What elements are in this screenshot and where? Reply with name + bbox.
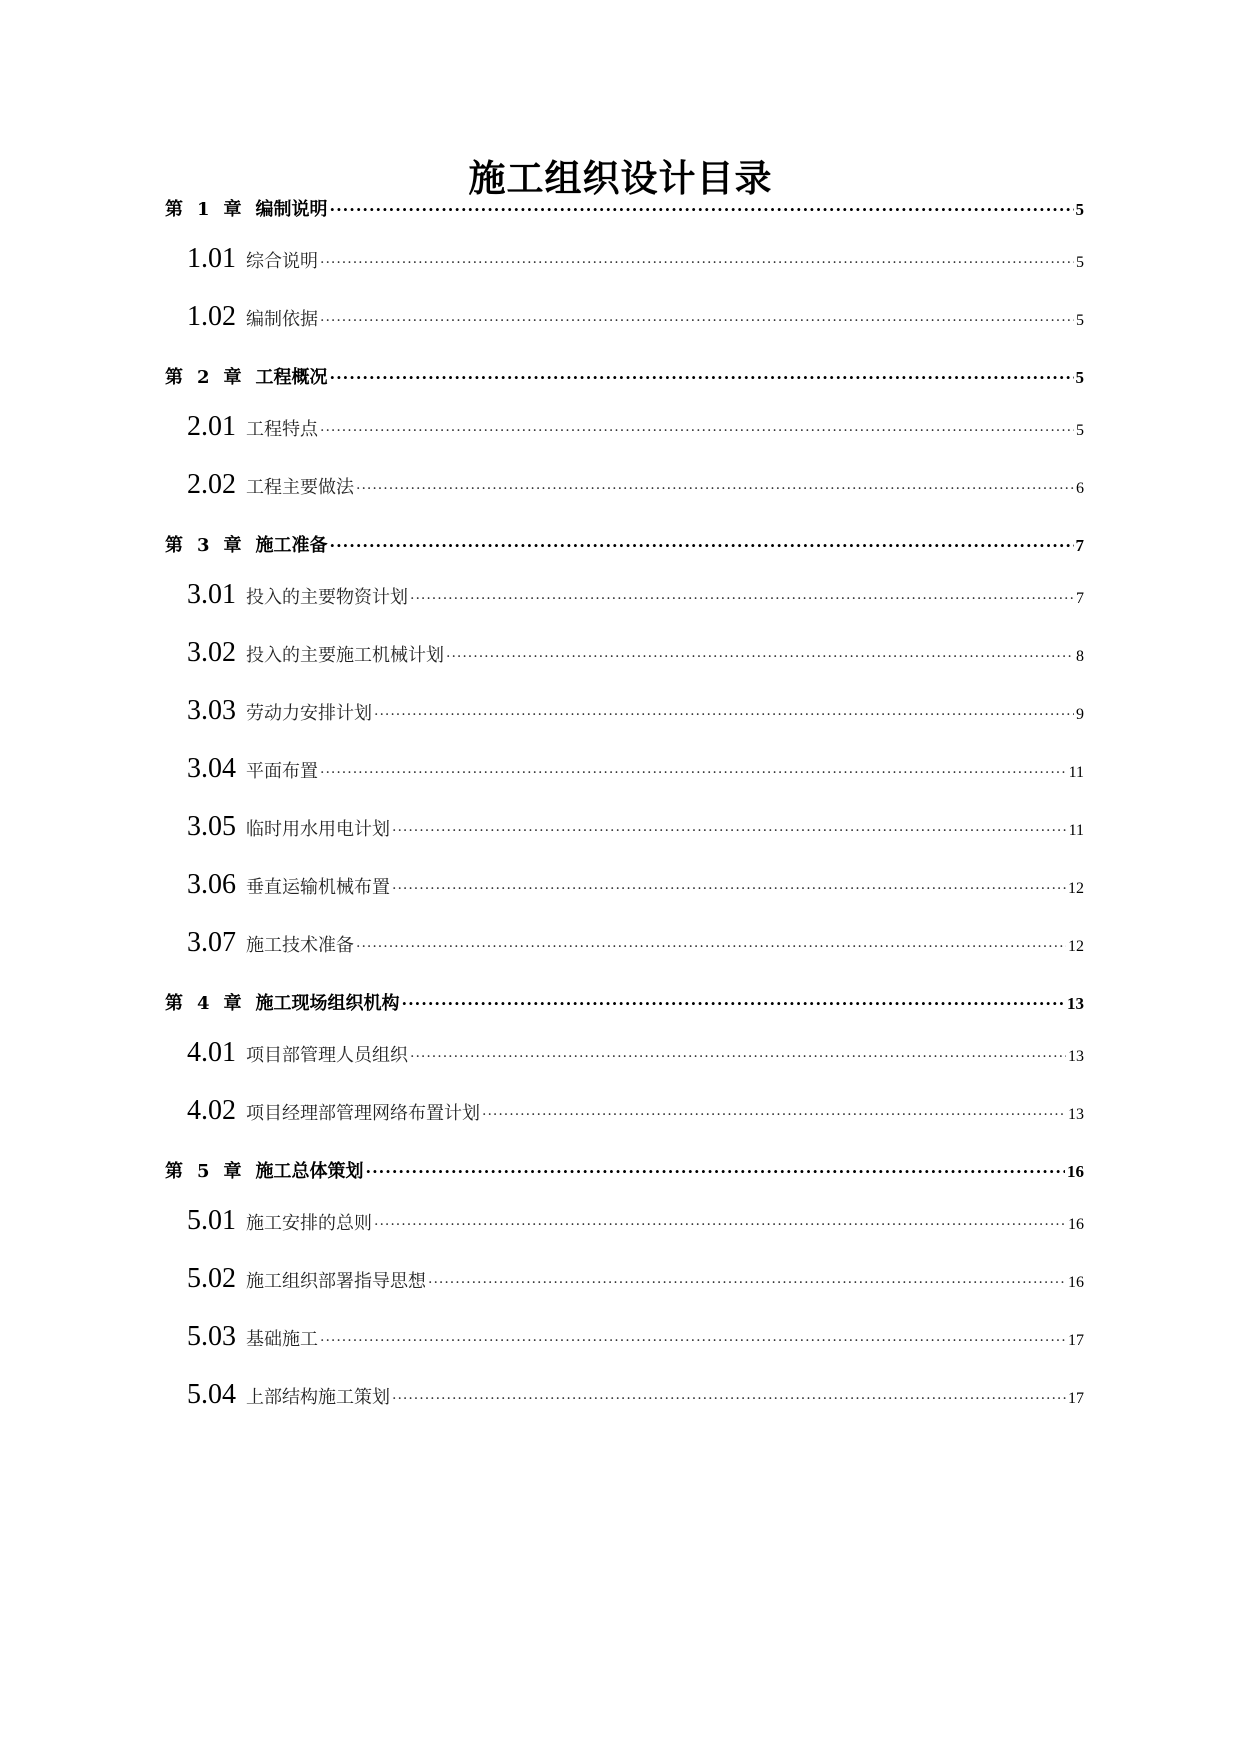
page-number: 5 bbox=[1076, 254, 1084, 271]
section-number: 3.07 bbox=[187, 927, 236, 958]
toc-section-3-01[interactable] bbox=[165, 579, 1084, 611]
dot-leader bbox=[320, 419, 1074, 435]
chapter-title: 施工总体策划 bbox=[255, 1161, 364, 1182]
page-number: 6 bbox=[1076, 480, 1084, 497]
page-number: 8 bbox=[1076, 648, 1084, 665]
chapter-title: 编制说明 bbox=[255, 199, 328, 220]
toc-section-5-01[interactable] bbox=[165, 1205, 1084, 1237]
dot-leader bbox=[392, 877, 1066, 893]
page-number: 17 bbox=[1068, 1390, 1084, 1407]
section-title: 施工安排的总则 bbox=[246, 1213, 372, 1234]
dot-leader bbox=[392, 819, 1067, 835]
toc-section-1-01[interactable] bbox=[165, 243, 1084, 275]
dot-leader bbox=[320, 761, 1067, 777]
section-number: 2.02 bbox=[187, 469, 236, 500]
section-title: 施工组织部署指导思想 bbox=[246, 1271, 426, 1292]
toc-section-1-02[interactable] bbox=[165, 301, 1084, 333]
toc-chapter-4[interactable] bbox=[165, 989, 1084, 1015]
page-number: 16 bbox=[1068, 1274, 1084, 1291]
toc-chapter-1[interactable] bbox=[165, 195, 1084, 221]
section-title: 项目经理部管理网络布置计划 bbox=[246, 1103, 480, 1124]
document-title: 施工组织设计目录 bbox=[468, 156, 773, 200]
section-title: 编制依据 bbox=[246, 309, 318, 330]
page-number: 7 bbox=[1076, 590, 1084, 607]
chapter-title: 施工准备 bbox=[255, 535, 328, 556]
chapter-title: 施工现场组织机构 bbox=[255, 993, 400, 1014]
dot-leader bbox=[446, 645, 1074, 661]
page-number: 7 bbox=[1075, 536, 1084, 555]
toc-section-2-01[interactable] bbox=[165, 411, 1084, 443]
section-number: 5.01 bbox=[187, 1205, 236, 1236]
toc-section-3-02[interactable] bbox=[165, 637, 1084, 669]
toc-section-4-01[interactable] bbox=[165, 1037, 1084, 1069]
toc-section-3-03[interactable] bbox=[165, 695, 1084, 727]
dot-leader bbox=[410, 1045, 1066, 1061]
section-title: 综合说明 bbox=[246, 251, 318, 272]
chapter-label: 第 1 章 bbox=[165, 199, 242, 220]
page-number: 12 bbox=[1068, 938, 1084, 955]
section-number: 2.01 bbox=[187, 411, 236, 442]
page-number: 11 bbox=[1068, 764, 1084, 781]
section-title: 垂直运输机械布置 bbox=[246, 877, 390, 898]
chapter-label: 第 5 章 bbox=[165, 1161, 242, 1182]
toc-chapter-3[interactable] bbox=[165, 531, 1084, 557]
section-title: 劳动力安排计划 bbox=[246, 703, 372, 724]
section-title: 临时用水用电计划 bbox=[246, 819, 390, 840]
page-number: 17 bbox=[1068, 1332, 1084, 1349]
page-number: 5 bbox=[1075, 200, 1084, 219]
section-title: 投入的主要物资计划 bbox=[246, 587, 408, 608]
section-title: 基础施工 bbox=[246, 1329, 318, 1350]
section-title: 施工技术准备 bbox=[246, 935, 354, 956]
section-number: 3.06 bbox=[187, 869, 236, 900]
dot-leader bbox=[330, 197, 1074, 215]
section-number: 3.03 bbox=[187, 695, 236, 726]
toc-chapter-5[interactable] bbox=[165, 1157, 1084, 1183]
section-title: 工程主要做法 bbox=[246, 477, 354, 498]
toc-section-4-02[interactable] bbox=[165, 1095, 1084, 1127]
section-number: 3.02 bbox=[187, 637, 236, 668]
page-number: 11 bbox=[1068, 822, 1084, 839]
dot-leader bbox=[366, 1159, 1065, 1177]
section-number: 5.02 bbox=[187, 1263, 236, 1294]
dot-leader bbox=[402, 991, 1065, 1009]
dot-leader bbox=[392, 1387, 1066, 1403]
page-number: 16 bbox=[1067, 1162, 1084, 1181]
chapter-label: 第 3 章 bbox=[165, 535, 242, 556]
chapter-title: 工程概况 bbox=[255, 367, 328, 388]
chapter-label: 第 2 章 bbox=[165, 367, 242, 388]
dot-leader bbox=[330, 533, 1074, 551]
dot-leader bbox=[428, 1271, 1066, 1287]
section-number: 1.01 bbox=[187, 243, 236, 274]
section-number: 1.02 bbox=[187, 301, 236, 332]
dot-leader bbox=[356, 477, 1074, 493]
toc-section-3-04[interactable] bbox=[165, 753, 1084, 785]
dot-leader bbox=[330, 365, 1074, 383]
section-title: 项目部管理人员组织 bbox=[246, 1045, 408, 1066]
page-number: 13 bbox=[1067, 994, 1084, 1013]
dot-leader bbox=[320, 309, 1074, 325]
page-number: 9 bbox=[1076, 706, 1084, 723]
toc-chapter-2[interactable] bbox=[165, 363, 1084, 389]
page-number: 5 bbox=[1076, 312, 1084, 329]
toc-section-2-02[interactable] bbox=[165, 469, 1084, 501]
section-number: 4.01 bbox=[187, 1037, 236, 1068]
toc-section-3-06[interactable] bbox=[165, 869, 1084, 901]
page-number: 5 bbox=[1076, 422, 1084, 439]
toc-section-5-02[interactable] bbox=[165, 1263, 1084, 1295]
page-number: 13 bbox=[1068, 1106, 1084, 1123]
toc-section-5-03[interactable] bbox=[165, 1321, 1084, 1353]
section-title: 上部结构施工策划 bbox=[246, 1387, 390, 1408]
dot-leader bbox=[410, 587, 1074, 603]
toc-section-5-04[interactable] bbox=[165, 1379, 1084, 1411]
section-number: 3.05 bbox=[187, 811, 236, 842]
dot-leader bbox=[374, 703, 1074, 719]
section-title: 工程特点 bbox=[246, 419, 318, 440]
section-title: 投入的主要施工机械计划 bbox=[246, 645, 444, 666]
section-number: 3.01 bbox=[187, 579, 236, 610]
section-number: 4.02 bbox=[187, 1095, 236, 1126]
toc-section-3-05[interactable] bbox=[165, 811, 1084, 843]
dot-leader bbox=[374, 1213, 1066, 1229]
section-number: 3.04 bbox=[187, 753, 236, 784]
dot-leader bbox=[356, 935, 1066, 951]
toc-section-3-07[interactable] bbox=[165, 927, 1084, 959]
section-number: 5.03 bbox=[187, 1321, 236, 1352]
page-number: 12 bbox=[1068, 880, 1084, 897]
dot-leader bbox=[482, 1103, 1066, 1119]
dot-leader bbox=[320, 1329, 1066, 1345]
page-number: 16 bbox=[1068, 1216, 1084, 1233]
dot-leader bbox=[320, 251, 1074, 267]
chapter-label: 第 4 章 bbox=[165, 993, 242, 1014]
section-number: 5.04 bbox=[187, 1379, 236, 1410]
section-title: 平面布置 bbox=[246, 761, 318, 782]
page-number: 5 bbox=[1075, 368, 1084, 387]
page-number: 13 bbox=[1068, 1048, 1084, 1065]
